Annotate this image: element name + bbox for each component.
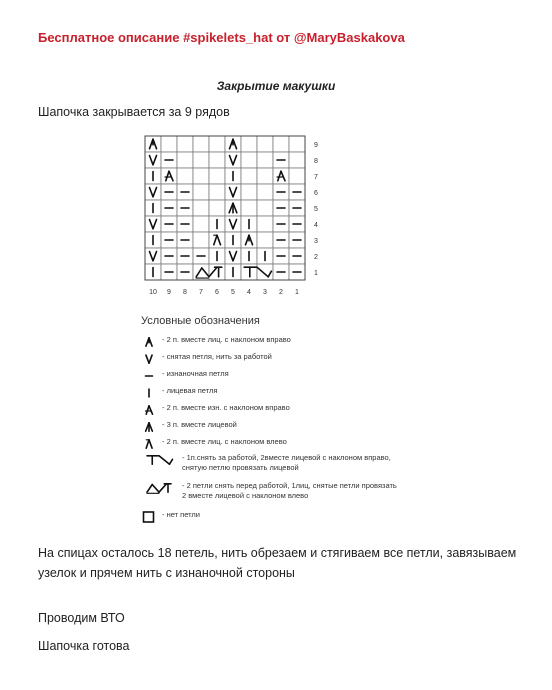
chart-cell (289, 152, 305, 168)
chart-cell (273, 232, 289, 248)
legend-item-label: - снятая петля, нить за работой (162, 352, 272, 361)
row-number: 8 (314, 158, 318, 165)
chart-cell (177, 200, 193, 216)
chart-cell (193, 216, 209, 232)
legend-item-label: - 2 п. вместе лиц. с наклоном вправо (162, 335, 291, 344)
chart-cell (161, 152, 177, 168)
legend-symbol-sl-icon (142, 352, 156, 366)
chart-cell (289, 248, 305, 264)
chart-cell (177, 152, 193, 168)
legend-item (142, 481, 397, 501)
chart-cell (193, 232, 209, 248)
chart-cell (273, 184, 289, 200)
chart-cell (241, 216, 257, 232)
row-number: 3 (314, 238, 318, 245)
legend-symbol-p2r-icon (142, 403, 156, 417)
chart-cell (225, 232, 241, 248)
chart-cell (257, 168, 273, 184)
chart-cell (209, 216, 225, 232)
header-credit: Бесплатное описание #spikelets_hat от @MaryBaskakova (38, 30, 405, 45)
chart-cell (257, 152, 273, 168)
chart-cell (289, 232, 305, 248)
chart-cell (273, 168, 289, 184)
chart-cell (161, 168, 177, 184)
chart-cell (289, 264, 305, 280)
chart-cell (257, 136, 273, 152)
row-number: 9 (314, 142, 318, 149)
knitting-chart (144, 135, 324, 305)
legend-item-label: - лицевая петля (162, 386, 218, 395)
chart-cell (145, 248, 161, 264)
row-number: 6 (314, 190, 318, 197)
chart-cell (273, 264, 289, 280)
chart-cell (193, 264, 209, 280)
chart-cell (241, 168, 257, 184)
chart-cell (209, 168, 225, 184)
legend-item (142, 510, 200, 524)
chart-cell (145, 216, 161, 232)
row-number: 1 (314, 270, 318, 277)
chart-cell (273, 248, 289, 264)
chart-cell (193, 136, 209, 152)
chart-cell (289, 216, 305, 232)
chart-cell (193, 248, 209, 264)
legend-item-label: - нет петли (162, 510, 200, 519)
chart-cell (209, 200, 225, 216)
col-number: 2 (279, 289, 283, 296)
col-number: 4 (247, 289, 251, 296)
legend-item (142, 386, 217, 400)
legend-title: Условные обозначения (141, 315, 260, 327)
chart-cell (193, 168, 209, 184)
chart-cell (161, 216, 177, 232)
legend-symbol-c1-icon (142, 453, 176, 467)
chart-cell (225, 200, 241, 216)
chart-cell (225, 136, 241, 152)
chart-cell (193, 200, 209, 216)
legend-item (142, 437, 287, 451)
legend-symbol-k2l-icon (142, 437, 156, 451)
chart-cell (177, 232, 193, 248)
chart-cell (145, 200, 161, 216)
chart-cell (225, 168, 241, 184)
chart-cell (209, 152, 225, 168)
legend-item-label: - 3 п. вместе лицевой (162, 420, 237, 429)
chart-cell (241, 184, 257, 200)
legend-symbol-k2r-icon (142, 335, 156, 349)
wet-block-text: Проводим ВТО (38, 611, 125, 625)
legend-item (142, 335, 291, 349)
chart-cell (289, 168, 305, 184)
chart-cell (273, 136, 289, 152)
chart-cell (209, 248, 225, 264)
chart-cell (145, 136, 161, 152)
legend-item-label: - 2 п. вместе лиц. с наклоном влево (162, 437, 287, 446)
chart-cell (257, 200, 273, 216)
col-number: 7 (199, 289, 203, 296)
legend-item (142, 369, 229, 383)
intro-text: Шапочка закрывается за 9 рядов (38, 105, 230, 119)
chart-cell (241, 264, 257, 280)
chart-cell (209, 184, 225, 200)
legend-item (142, 352, 272, 366)
chart-cell (241, 248, 257, 264)
chart-cell (257, 248, 273, 264)
chart-cell (241, 200, 257, 216)
chart-cell (257, 264, 273, 280)
chart-cell (161, 264, 177, 280)
closing-text: На спицах осталось 18 петель, нить обрезаем и стягиваем все петли, завязываем узелок и прячем нить с изнаночной стороны (38, 546, 517, 580)
chart-cell (161, 184, 177, 200)
legend-item (142, 453, 397, 473)
legend-item (142, 403, 290, 417)
chart-cell (257, 232, 273, 248)
legend-symbol-c2-icon (142, 481, 176, 495)
col-number: 3 (263, 289, 267, 296)
legend-symbol-p-icon (142, 369, 156, 383)
chart-cell (225, 216, 241, 232)
chart-cell (145, 232, 161, 248)
chart-cell (241, 152, 257, 168)
chart-cell (145, 184, 161, 200)
chart-cell (225, 152, 241, 168)
chart-cell (209, 232, 225, 248)
chart-cell (257, 184, 273, 200)
chart-cell (209, 264, 225, 280)
legend-item-label: - 2 п. вместе изн. с наклоном вправо (162, 403, 290, 412)
done-text: Шапочка готова (38, 639, 130, 653)
chart-cell (273, 216, 289, 232)
legend-symbol-k3-icon (142, 420, 156, 434)
legend-symbol-k-icon (142, 386, 156, 400)
chart-cell (289, 136, 305, 152)
chart-cell (145, 264, 161, 280)
col-number: 8 (183, 289, 187, 296)
chart-cell (177, 248, 193, 264)
chart-cell (241, 136, 257, 152)
chart-cell (161, 136, 177, 152)
legend-symbol-x-icon (142, 510, 156, 524)
chart-cell (161, 248, 177, 264)
chart-cell (241, 232, 257, 248)
chart-cell (273, 200, 289, 216)
chart-cell (209, 136, 225, 152)
col-number: 5 (231, 289, 235, 296)
section-title: Закрытие макушки (216, 79, 336, 93)
chart-cell (289, 184, 305, 200)
col-number: 9 (167, 289, 171, 296)
legend-item-label: - 1п.снять за работой, 2вместе лицевой с наклоном вправо, снятую петлю провязать лицевой (182, 453, 391, 472)
row-number: 4 (314, 222, 318, 229)
chart-cell (289, 200, 305, 216)
chart-cell (257, 216, 273, 232)
chart-cell (193, 152, 209, 168)
col-number: 1 (295, 289, 299, 296)
legend-item-label: - 2 петли снять перед работой, 1лиц, снятые петли провязать 2 вместе лицевой с наклоном влево (182, 481, 397, 500)
chart-cell (273, 152, 289, 168)
chart-cell (161, 232, 177, 248)
chart-cell (177, 184, 193, 200)
legend-item-label: - изнаночная петля (162, 369, 229, 378)
chart-cell (177, 216, 193, 232)
chart-cell (225, 264, 241, 280)
row-number: 7 (314, 174, 318, 181)
legend-item (142, 420, 237, 434)
chart-cell (145, 152, 161, 168)
col-number: 10 (149, 289, 157, 296)
chart-cell (145, 168, 161, 184)
row-number: 2 (314, 254, 318, 261)
row-number: 5 (314, 206, 318, 213)
chart-cell (225, 248, 241, 264)
col-number: 6 (215, 289, 219, 296)
chart-cell (193, 184, 209, 200)
chart-cell (225, 184, 241, 200)
chart-cell (161, 200, 177, 216)
chart-cell (177, 136, 193, 152)
chart-cell (177, 168, 193, 184)
chart-cell (177, 264, 193, 280)
